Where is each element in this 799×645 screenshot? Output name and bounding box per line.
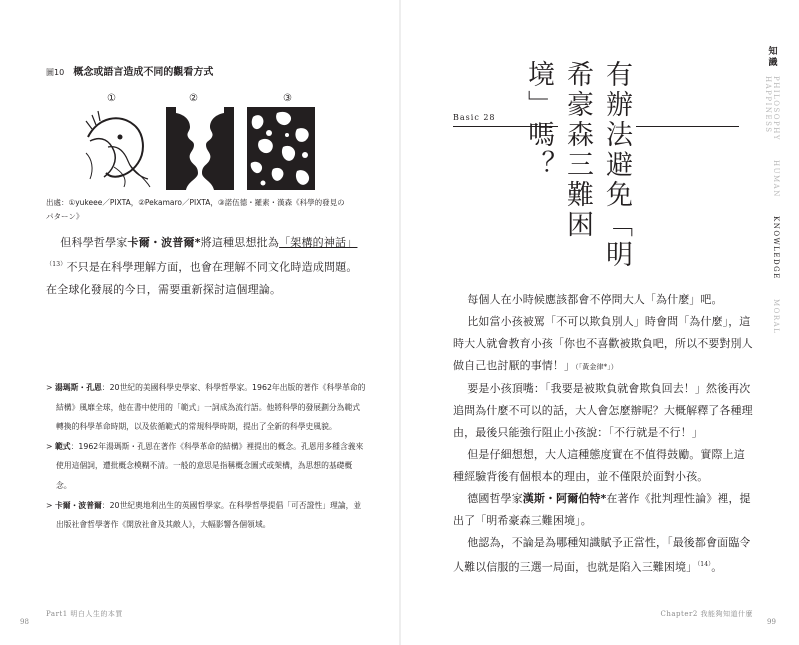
text-run: 他認為，不論是為哪種知識賦予正當性，「最後都會面臨令人難以信服的三選一局面，也就是陷入三難困境」 <box>453 536 751 574</box>
paragraph: 要是小孩頂嘴：「我要是被欺負就會欺負回去！」然後再次追問為什麼不可以的話，大人會怎麼辦呢？大概解釋了各種理由，最後只能強行阻止小孩說：「不行就是不行！」 <box>453 382 753 439</box>
reference-marker: （13） <box>46 261 67 268</box>
text-run: 但科學哲學家 <box>60 236 128 249</box>
figure-label-3: ③ <box>283 93 292 104</box>
tab-word-moral: MORAL <box>772 298 780 334</box>
paragraph <box>453 488 753 532</box>
footnote-item: > 範式：1962年湯瑪斯・孔恩在著作《科學革命的結構》裡提出的概念。孔恩用多種含義來使用這個詞，遭批概念模糊不清。一般的意思是指稱概念圖式或架構，為思想的基礎概念。 <box>46 441 364 490</box>
left-page-number: 98 <box>20 618 29 626</box>
page-gutter <box>399 0 401 645</box>
figure-label-1: ① <box>107 93 116 104</box>
person-name: 漢斯・阿爾伯特 <box>522 492 601 505</box>
person-name: 卡爾・波普爾 <box>127 236 195 249</box>
footnote-term: 湯瑪斯・孔恩 <box>55 383 102 392</box>
paragraph: 但是仔細想想，大人這種態度實在不值得鼓勵。實際上這種經驗背後有個根本的理由，並不僅限於面對小孩。 <box>453 448 745 483</box>
underlined-quote: 「架構的神話」 <box>279 236 358 249</box>
rubin-vase-illustration <box>166 107 234 190</box>
tab-word-philosophy: PHILOSOPHY <box>772 76 780 141</box>
reference-marker: （14） <box>697 561 712 568</box>
section-tab-words <box>764 76 780 398</box>
footnote-text: ：20世紀的美國科學史學家、科學哲學家。1962年出版的著作《科學革命的結構》風靡全球，他在書中使用的「範式」一詞成為流行語。他將科學的發展劃分為範式轉換的科學革命時期，以及依循範式的常規科學時期，提出了全新的科學史風貌。 <box>56 383 366 432</box>
text-run: 。 <box>711 560 723 574</box>
footnote-item: > 湯瑪斯・孔恩：20世紀的美國科學史學家、科學哲學家。1962年出版的著作《科學革命的結構》風靡全球，他在書中使用的「範式」一詞成為流行語。他將科學的發展劃分為範式轉換的科學革命時期，以及依循範式的常規科學時期，提出了全新的科學史風貌。 <box>46 383 366 432</box>
text-run: 比如當小孩被罵「不可以欺負別人」時會問「為什麼」，這時大人就會教育小孩「你也不喜歡被欺負吧，所以不要對別人做自己也討厭的事情！」 <box>453 315 753 372</box>
footnote-marker: * <box>600 492 607 505</box>
footnote-text: ：1962年湯瑪斯・孔恩在著作《科學革命的結構》裡提出的概念。孔恩用多種含義來使用這個詞，遭批概念模糊不清。一般的意思是指稱概念圖式或架構，為思想的基礎概念。 <box>56 441 364 490</box>
footnote-term: 卡爾・波普爾 <box>55 500 102 510</box>
chapter-title: 有辦法避免「明希豪森三難困境」嗎？ <box>558 60 636 285</box>
paragraph: 每個人在小時候應該都會不停問大人「為什麼」吧。 <box>467 293 723 306</box>
figure-caption: 出處：①yukeee／PIXTA，②Pekamaro／PIXTA，③諾伍德・羅素・漢森《科學的發見のパターン》 <box>46 198 345 221</box>
basic-label: Basic 28 <box>453 113 496 122</box>
left-body-text <box>46 232 368 301</box>
hidden-figure-illustration <box>247 107 315 190</box>
duck-rabbit-illustration <box>84 107 152 190</box>
figure-title-text: 概念或語言造成不同的觀看方式 <box>73 67 214 78</box>
footnotes <box>46 378 366 535</box>
tab-word-happiness: HAPPINESS <box>764 76 772 134</box>
tab-word-knowledge: KNOWLEDGE <box>772 216 780 280</box>
paragraph <box>453 311 753 378</box>
right-page-number: 99 <box>767 618 776 626</box>
paragraph <box>453 532 753 579</box>
footnote-marker: * <box>194 236 201 249</box>
footnote-term: 範式 <box>55 441 71 451</box>
footnote-item: > 卡爾・波普爾：20世紀奧地利出生的英國哲學家。在科學哲學提倡「可否證性」理論，並出版社會哲學著作《開放社會及其敵人》，大幅影響各個領域。 <box>46 500 362 530</box>
left-paragraph <box>46 232 368 301</box>
left-running-footer: Part1 明白人生的本質 <box>46 610 123 618</box>
text-run: 將這種思想批為 <box>200 236 280 249</box>
section-tab-main: 知識 <box>766 46 777 68</box>
section-tab <box>762 46 782 376</box>
footnote-text: ：20世紀奧地利出生的英國哲學家。在科學哲學提倡「可否證性」理論，並出版社會哲學著作《開放社會及其敵人》，大幅影響各個領域。 <box>56 500 362 530</box>
text-run: 不只是在科學理解方面，也會在理解不同文化時造成問題。在全球化發展的今日，需要重新探討這個理論。 <box>46 260 358 296</box>
tab-word-human: HUMAN <box>772 159 780 198</box>
text-run: 在著作《批判理性論》裡，提出了「明希豪森三難困境」。 <box>453 492 751 527</box>
figure-label-2: ② <box>189 93 198 104</box>
inline-note: （「黃金律*」） <box>575 363 618 371</box>
figure-number: 圖10 <box>46 68 65 77</box>
figure-title <box>46 63 213 78</box>
text-run: 德國哲學家 <box>467 492 523 505</box>
right-body-text <box>453 289 753 579</box>
right-running-footer: Chapter2 我能夠知道什麼 <box>660 610 753 618</box>
